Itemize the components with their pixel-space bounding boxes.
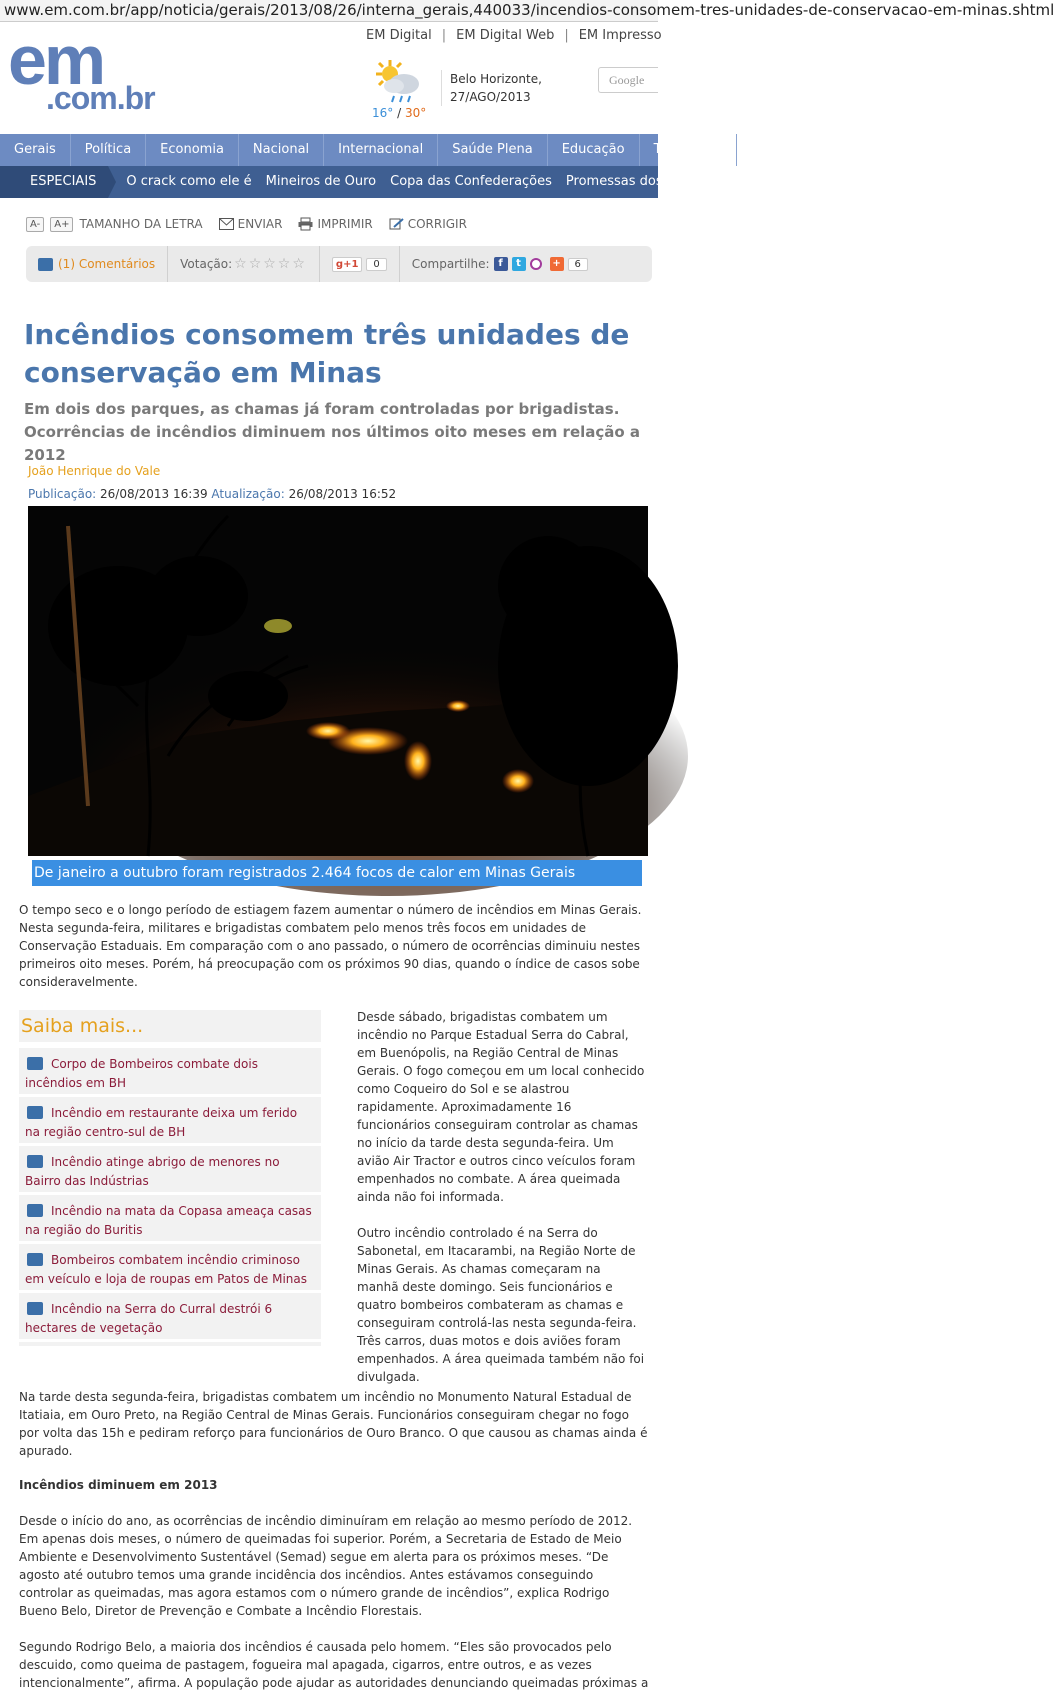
- printer-icon: [298, 218, 313, 230]
- share-widget: [400, 246, 600, 282]
- section-heading: Incêndios diminuem em 2013: [19, 1478, 218, 1492]
- twitter-icon[interactable]: t: [512, 257, 526, 271]
- related-link[interactable]: [19, 1244, 321, 1290]
- updated-date: 26/08/2013 16:52: [288, 487, 397, 501]
- font-increase-button[interactable]: A+: [50, 217, 73, 232]
- logo-domain[interactable]: .com.br: [46, 80, 155, 116]
- link-em-digital-web[interactable]: EM Digital Web: [456, 28, 555, 43]
- send-button[interactable]: [219, 217, 283, 231]
- related-link-text: Incêndio atinge abrigo de menores no Bairro das Indústrias: [25, 1155, 280, 1188]
- nav-item-educacao[interactable]: Educação: [548, 134, 640, 166]
- rating-stars[interactable]: ☆☆☆☆☆: [234, 256, 307, 272]
- article-subtitle: Em dois dos parques, as chamas já foram controladas por brigadistas. Ocorrências de incêndios diminuem nos últimos oito meses em relação a 2012: [24, 400, 641, 464]
- fire-photo-illustration: [28, 506, 648, 856]
- special-item[interactable]: Copa das Confederações: [390, 174, 552, 189]
- doc-icon: [27, 1106, 43, 1119]
- rating: [168, 246, 320, 282]
- correct-button[interactable]: [389, 217, 467, 231]
- article-photo[interactable]: [28, 506, 648, 856]
- article-dates: [28, 487, 396, 501]
- article-paragraph: Desde o início do ano, as ocorrências de incêndio diminuíram em relação ao mesmo período de 2012. Em apenas dois meses, o número de queimadas foi superior. Porém, a Secretaria de Estado de Meio Ambiente e Desenvolvimento Sustentável (Semad) segue em alerta para os próximos meses. “De agosto até outubro temos uma grande incidência dos incêndios. Antes estávamos conseguindo controlar as queimadas, mas agora estamos com o número grande de incêndios”, explica Rodrigo Bueno Belo, Diretor de Prevenção e Combate a Incêndio Florestais.: [19, 1514, 633, 1618]
- nav-item-saude-plena[interactable]: Saúde Plena: [438, 134, 548, 166]
- action-bar: [26, 246, 652, 282]
- photo-caption: De janeiro a outubro foram registrados 2.464 focos de calor em Minas Gerais: [32, 860, 642, 886]
- sun-cloud-rain-icon: [372, 58, 424, 108]
- nav-item-economia[interactable]: Economia: [146, 134, 239, 166]
- related-link-text: Corpo de Bombeiros combate dois incêndios em BH: [25, 1057, 258, 1090]
- correct-label: CORRIGIR: [407, 217, 467, 231]
- especiais-label: ESPECIAIS: [0, 166, 108, 198]
- article-column: [357, 1008, 645, 1386]
- article-paragraph: Segundo Rodrigo Belo, a maioria dos incêndios é causada pelo homem. “Eles são provocados pelo descuido, como queima de pastagem, fogueira mal apagada, cigarros, entre outros, e as vezes intencionalmente”, afirma. A população pode ajudar as autoridades denunciando queimadas próximas a: [19, 1640, 649, 1690]
- updated-label: Atualização:: [211, 487, 285, 501]
- related-link[interactable]: [19, 1097, 321, 1143]
- special-item[interactable]: Mineiros de Ouro: [265, 174, 377, 189]
- related-link[interactable]: [19, 1146, 321, 1192]
- related-link-text: Incêndio na mata da Copasa ameaça casas na região do Buritis: [25, 1204, 312, 1237]
- article-tools: [26, 213, 467, 235]
- nav-item-politica[interactable]: Política: [71, 134, 146, 166]
- related-box: [19, 1010, 321, 1350]
- comment-icon: [38, 258, 53, 271]
- gplus-button[interactable]: g+1: [332, 257, 363, 272]
- page-title: Incêndios consomem três unidades de conservação em Minas: [24, 318, 630, 389]
- special-nav: [0, 166, 724, 198]
- article-paragraph: Na tarde desta segunda-feira, brigadistas combatem um incêndio no Monumento Natural Estadual de Itatiaia, em Ouro Preto, na Região Central de Minas Gerais. Funcionários conseguiram chegar no fogo por volta das 15h e pediram reforço para funcionários de Ouro Branco. O que causou as chamas ainda é apurado.: [19, 1390, 648, 1458]
- doc-icon: [27, 1302, 43, 1315]
- share-count: 6: [568, 258, 588, 271]
- special-item[interactable]: O crack como ele é: [126, 174, 252, 189]
- nav-item-gerais[interactable]: Gerais: [0, 134, 71, 166]
- nav-item-internacional[interactable]: Internacional: [324, 134, 438, 166]
- top-links: [366, 28, 662, 43]
- related-link[interactable]: [19, 1048, 321, 1094]
- related-link-text: Incêndio em restaurante deixa um ferido na região centro-sul de BH: [25, 1106, 298, 1139]
- temp-min: 16°: [372, 106, 394, 120]
- comments-link[interactable]: [26, 246, 168, 282]
- published-label: Publicação:: [28, 487, 97, 501]
- gplus-widget: [320, 246, 400, 282]
- link-separator: |: [564, 28, 569, 43]
- related-divider: [19, 1342, 321, 1346]
- link-em-digital[interactable]: EM Digital: [366, 28, 432, 43]
- related-link-text: Bombeiros combatem incêndio criminoso em veículo e loja de roupas em Patos de Minas: [25, 1253, 308, 1286]
- nav-item-nacional[interactable]: Nacional: [239, 134, 324, 166]
- font-size-label: TAMANHO DA LETRA: [79, 217, 203, 231]
- weather-date: 27/AGO/2013: [450, 90, 531, 104]
- doc-icon: [27, 1057, 43, 1070]
- temperature: [372, 106, 426, 120]
- orkut-icon[interactable]: [530, 258, 542, 270]
- envelope-icon: [219, 218, 234, 230]
- related-link[interactable]: [19, 1195, 321, 1241]
- gplus-count: 0: [366, 258, 386, 271]
- article-author[interactable]: João Henrique do Vale: [28, 464, 161, 478]
- search-input[interactable]: Google: [598, 67, 658, 93]
- doc-icon: [27, 1204, 43, 1217]
- related-link[interactable]: [19, 1293, 321, 1339]
- print-button[interactable]: [298, 217, 372, 231]
- main-nav: [0, 134, 723, 166]
- comments-count: (1) Comentários: [58, 257, 156, 271]
- add-share-icon[interactable]: +: [550, 257, 564, 271]
- nav-item-tecnologia[interactable]: Tecnologia: [640, 134, 737, 166]
- special-item[interactable]: Promessas dos Prefeitos: [565, 174, 724, 189]
- weather-location: [441, 70, 542, 106]
- temp-max: 30°: [404, 106, 427, 120]
- doc-icon: [27, 1253, 43, 1266]
- related-title: Saiba mais...: [19, 1010, 321, 1042]
- logo[interactable]: em: [8, 21, 104, 99]
- article-paragraph: Desde sábado, brigadistas combatem um incêndio no Parque Estadual Serra do Cabral, em Buenópolis, na Região Central de Minas Gerais. O fogo começou em um local conhecido como Coqueiro do Sol e se alastrou rapidamente. Aproximadamente 16 funcionários conseguiram controlar as chamas no início da tarde desta segunda-feira. Um avião Air Tractor e outros cinco veículos foram empenhados no combate. A área queimada ainda não foi informada.: [357, 1010, 645, 1204]
- print-label: IMPRIMIR: [317, 217, 373, 231]
- edit-icon: [389, 218, 404, 230]
- send-label: ENVIAR: [237, 217, 283, 231]
- weather-city: Belo Horizonte,: [450, 72, 542, 86]
- link-separator: |: [441, 28, 447, 43]
- related-link-text: Incêndio na Serra do Curral destrói 6 hectares de vegetação: [25, 1302, 273, 1335]
- site-header: [0, 21, 662, 134]
- address-bar[interactable]: www.em.com.br/app/noticia/gerais/2013/08/26/interna_gerais,440033/incendios-consomem-tres-unidades-de-conservacao-em-minas.shtml: [0, 0, 658, 22]
- article-paragraph: O tempo seco e o longo período de estiagem fazem aumentar o número de incêndios em Minas Gerais. Nesta segunda-feira, militares e brigadistas combatem pelo menos três focos em unidades de Conservação Estaduais. Em comparação com o ano passado, o número de ocorrências diminuiu nestes primeiros oito meses. Porém, há preocupação com os próximos 90 dias, quando o índice de casos sobe consideravelmente.: [19, 903, 642, 989]
- font-decrease-button[interactable]: A-: [26, 217, 44, 232]
- doc-icon: [27, 1155, 43, 1168]
- article-paragraph: Outro incêndio controlado é na Serra do Sabonetal, em Itacarambi, na Região Norte de Minas Gerais. As chamas começaram na manhã deste domingo. Seis funcionários e quatro bombeiros combateram as chamas e conseguiram controlá-las nesta segunda-feira. Três carros, duas motos e dois aviões foram empenhados. A área queimada também não foi divulgada.: [357, 1226, 645, 1384]
- vote-label: Votação:: [180, 257, 233, 271]
- share-label: Compartilhe:: [411, 257, 490, 271]
- link-em-impresso[interactable]: EM Impresso: [578, 28, 662, 43]
- published-date: 26/08/2013 16:39: [100, 487, 208, 501]
- temp-separator: /: [397, 106, 402, 120]
- facebook-icon[interactable]: f: [494, 257, 508, 271]
